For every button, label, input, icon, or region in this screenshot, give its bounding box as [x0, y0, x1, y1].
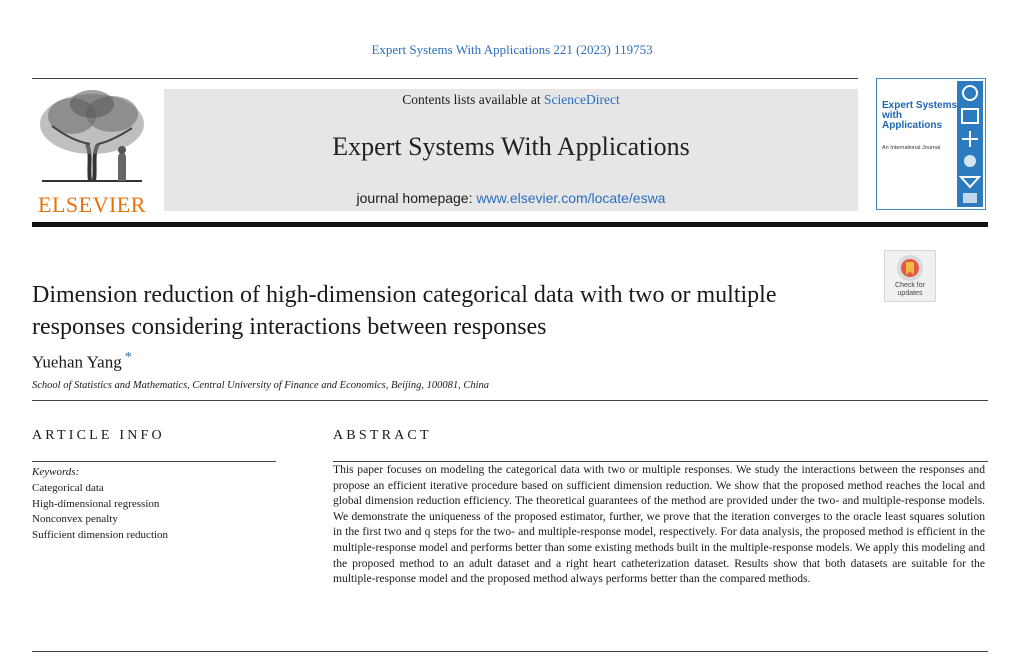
journal-name: Expert Systems With Applications: [332, 132, 690, 161]
keywords-list: [32, 481, 168, 543]
abstract-body: This paper focuses on modeling the categorical data with two or multiple responses. We study the interactions between the responses and propose an efficient iterative procedure based on sufficient dimension reduction. We show that the proposed method reaches the local and global dimension reduction efficiency. The theoretical guarantees of the method are provided under the two- and multiple-response models. We demonstrate the uniqueness of the proposed estimator, further, we prove that the iteration converges to the oracle least squares solution in the first two and q steps for the two- and multiple-response model, respectively. For data analysis, the proposed method is efficient in the multiple-response model and performs better than some existing methods built in the multiple-response models. We apply this modeling and the proposed method to an adult dataset and a right heart catheterization dataset. Results show that both datasets are suitable for the multiple-response model and the proposed method always performs better than the compared methods.: [333, 463, 985, 586]
keyword-item: High-dimensional regression: [32, 497, 160, 510]
author-name: Yuehan Yang: [32, 352, 122, 372]
elsevier-wordmark: ELSEVIER: [38, 192, 146, 217]
cover-pictogram-icon: [957, 81, 983, 207]
elsevier-tree-icon: [32, 86, 152, 188]
check-for-updates-button[interactable]: [884, 250, 936, 302]
journal-homepage-link[interactable]: www.elsevier.com/locate/eswa: [476, 190, 666, 206]
journal-citation[interactable]: Expert Systems With Applications 221 (2023) 119753: [371, 42, 653, 57]
title-divider-rule: [32, 400, 988, 401]
article-info-heading: ARTICLE INFO: [32, 428, 165, 443]
keywords-label: Keywords:: [32, 466, 80, 478]
author-line: [32, 350, 132, 373]
corresponding-author-link[interactable]: *: [124, 350, 132, 365]
header-thick-rule: [32, 222, 988, 227]
paper-title: Dimension reduction of high-dimension categorical data with two or multiple responses considering interactions between responses: [32, 282, 777, 340]
article-info-rule: [32, 461, 276, 462]
author-affiliation: School of Statistics and Mathematics, Central University of Finance and Economics, Beijing, 100081, China: [32, 380, 489, 391]
journal-homepage-line: [164, 190, 858, 206]
header-top-rule: [32, 78, 858, 79]
cover-icon-strip: [957, 81, 983, 207]
cover-subtitle: An International Journal: [882, 145, 941, 151]
abstract-bottom-rule: [32, 651, 988, 652]
homepage-prefix: journal homepage:: [356, 190, 473, 206]
keyword-item: Sufficient dimension reduction: [32, 528, 169, 541]
keyword-item: Categorical data: [32, 482, 104, 494]
abstract-heading: ABSTRACT: [333, 428, 432, 443]
sciencedirect-link[interactable]: ScienceDirect: [544, 92, 620, 107]
keyword-item: Nonconvex penalty: [32, 513, 118, 525]
bookmark-ribbon-icon: [895, 253, 925, 283]
journal-cover-thumbnail[interactable]: [876, 78, 986, 210]
contents-availability-line: [164, 92, 858, 108]
cover-title: Expert Systems with Applications: [882, 100, 958, 131]
contents-prefix: Contents lists available at: [402, 92, 541, 107]
cover-panel: [879, 81, 957, 207]
elsevier-logo[interactable]: [32, 86, 152, 217]
check-for-updates-label: Check for updates: [895, 282, 925, 297]
